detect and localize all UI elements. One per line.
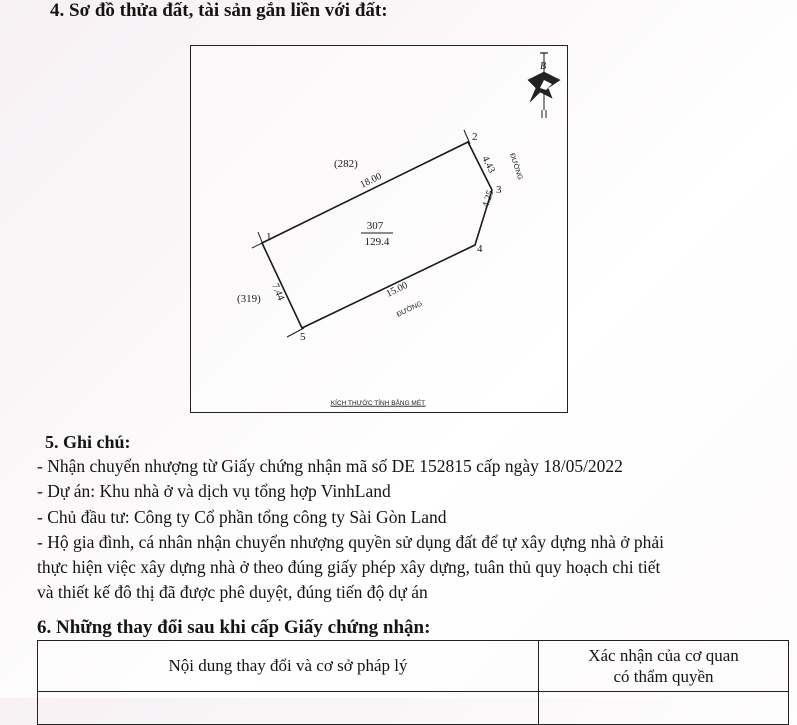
note-line: - Dự án: Khu nhà ở và dịch vụ tổng hợp VinhLand <box>37 481 391 501</box>
table-header-row <box>38 641 789 692</box>
point-5-label: 5 <box>300 331 306 343</box>
note-line: - Nhận chuyển nhượng từ Giấy chứng nhận mã số DE 152815 cấp ngày 18/05/2022 <box>37 456 623 476</box>
section-5-heading: 5. Ghi chú: <box>45 432 131 452</box>
table-cell <box>38 692 539 725</box>
neighbor-parcel-north: (282) <box>334 158 358 170</box>
section-6-heading: 6. Những thay đổi sau khi cấp Giấy chứng nhận: <box>37 617 431 638</box>
note-line: - Chủ đầu tư: Công ty Cổ phần tổng công ty Sài Gòn Land <box>37 507 447 527</box>
edge-3-4-length: 4.25 <box>480 188 497 209</box>
edge-5-1-length: 7.44 <box>269 281 287 303</box>
point-4-label: 4 <box>477 243 483 255</box>
note-line: thực hiện việc xây dựng nhà ở theo đúng giấy phép xây dựng, tuân thủ quy hoạch chi tiết <box>37 557 661 577</box>
note-line: - Hộ gia đình, cá nhân nhận chuyển nhượng quyền sử dụng đất để tự xây dựng nhà ở phải <box>37 532 665 552</box>
parcel-area: 129.4 <box>364 236 390 248</box>
note-line: và thiết kế đô thị đã được phê duyệt, đúng tiến độ dự án <box>37 582 428 602</box>
edge-2-3-length: 4.43 <box>479 154 498 175</box>
road-label-south: ĐƯỜNG <box>395 300 424 319</box>
svg-text:B: B <box>540 61 547 72</box>
header-change-content: Nội dung thay đổi và cơ sở pháp lý <box>38 641 539 692</box>
scale-note: KÍCH THƯỚC TÍNH BẰNG MÉT <box>330 400 426 407</box>
table-cell <box>539 692 789 725</box>
section-4-heading: 4. Sơ đồ thửa đất, tài sản gắn liền với đất: <box>50 0 388 21</box>
point-1-label: 1 <box>266 231 272 243</box>
table-row <box>38 692 789 725</box>
edge-4-5-length: 15.00 <box>384 279 410 300</box>
north-compass-icon <box>528 53 560 118</box>
parcel-number: 307 <box>366 220 384 232</box>
neighbor-parcel-west: (319) <box>237 293 261 305</box>
edge-1-2-length: 18.00 <box>358 170 384 191</box>
point-3-label: 3 <box>496 184 502 196</box>
point-2-label: 2 <box>472 131 478 143</box>
changes-table <box>37 640 789 725</box>
road-label-east: ĐƯỜNG <box>508 152 524 181</box>
parcel-outline <box>262 142 492 328</box>
header-authority-confirmation: Xác nhận của cơ quan có thẩm quyền <box>539 641 789 692</box>
